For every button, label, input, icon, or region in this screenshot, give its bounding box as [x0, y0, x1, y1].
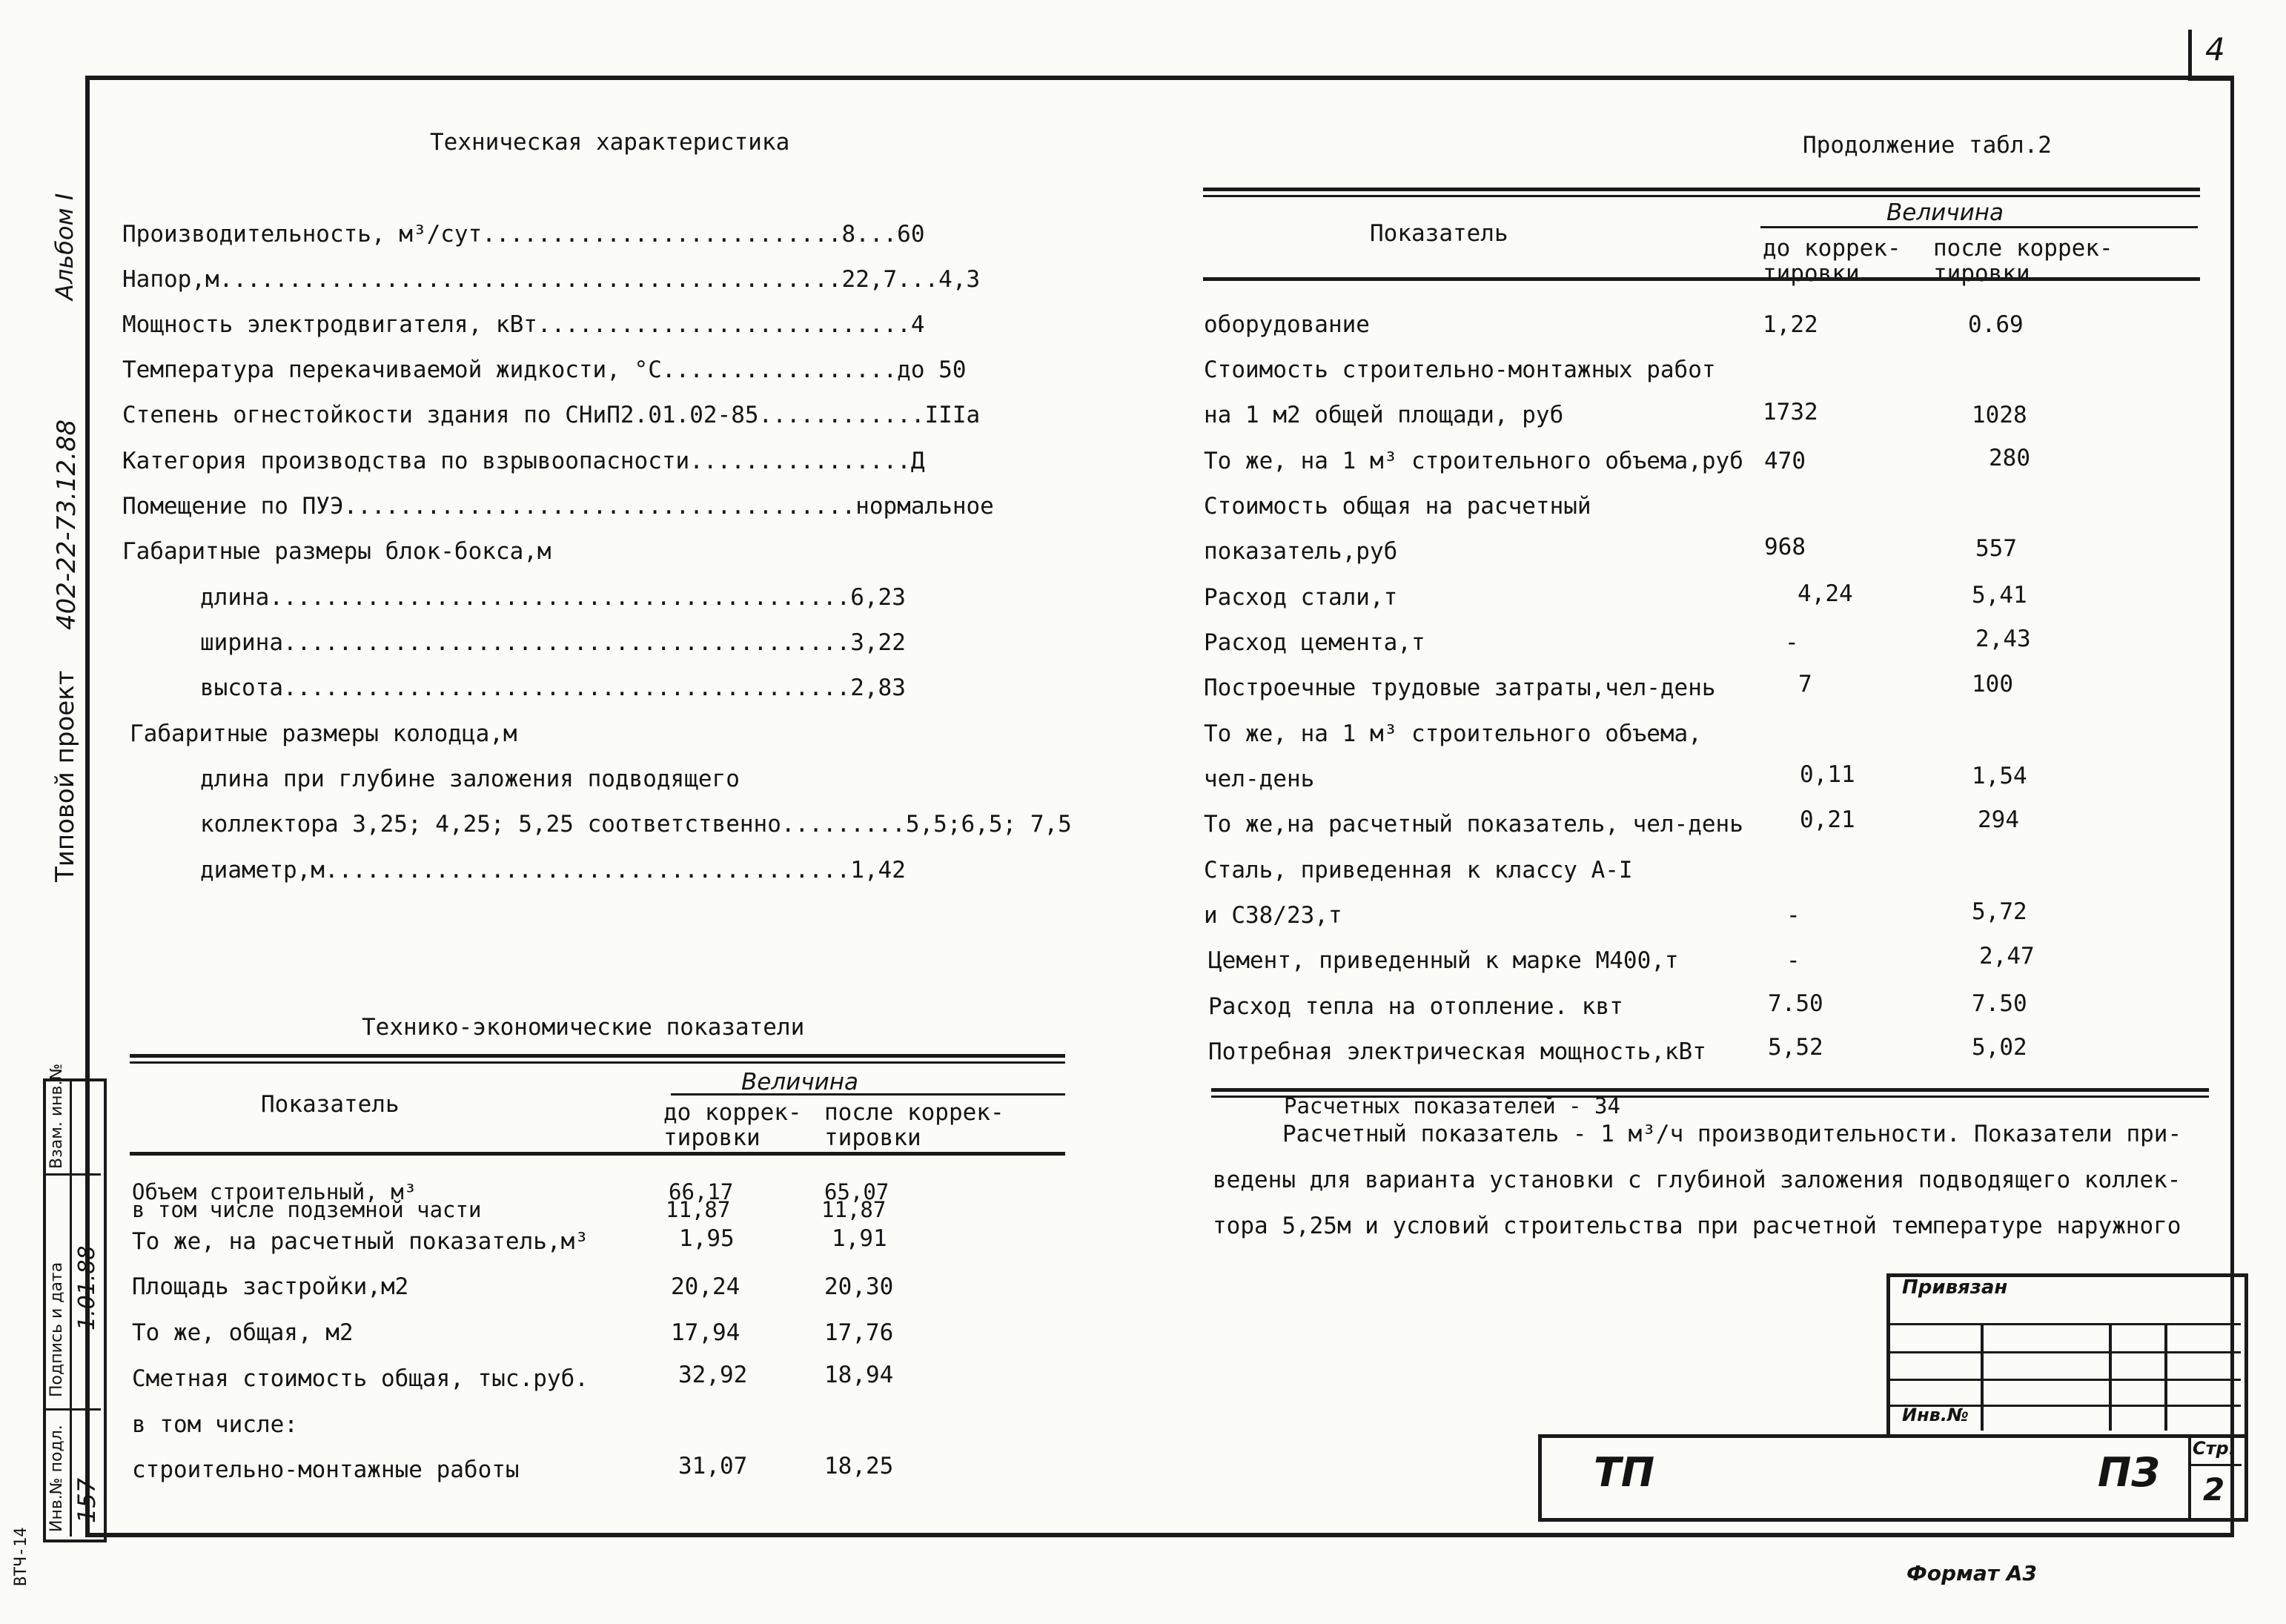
table-row: и С38/23,т: [1204, 902, 1342, 929]
table-row: Цемент, приведенный к марке М400,т: [1208, 947, 1679, 974]
tech-row: Габаритные размеры блок-бокса,м: [122, 538, 551, 565]
tech-row: ширина.........................................3,22: [200, 629, 906, 656]
archive-label-vzam: Взам. инв.№: [47, 1063, 66, 1169]
tep-before: 1,95: [679, 1225, 735, 1252]
cont-before: 968: [1764, 534, 1806, 560]
table-row: Стоимость общая на расчетный: [1204, 493, 1591, 520]
tech-row: Степень огнестойкости здания по СНиП2.01.02-85............IIIа: [122, 402, 981, 428]
tep-header-before: до коррек- тировки: [663, 1099, 802, 1151]
tep-before: 31,07: [678, 1453, 748, 1479]
cont-after: 7.50: [1972, 990, 2027, 1017]
attached-label: Привязан: [1902, 1276, 2008, 1299]
table-row: в том числе подземной части: [132, 1197, 482, 1222]
cont-after: 100: [1972, 671, 2013, 697]
table-row: Сталь, приведенная к классу А-I: [1204, 857, 1633, 884]
cont-header-indicator: Показатель: [1370, 220, 1508, 247]
title-block-divider: [2188, 1434, 2191, 1518]
table-row: Расход цемента,т: [1204, 629, 1425, 656]
cont-before: 5,52: [1768, 1034, 1823, 1061]
table-row: Построечные трудовые затраты,чел-день: [1204, 675, 1716, 701]
tep-after: 1,91: [832, 1225, 887, 1252]
tech-value: 2,83: [850, 675, 906, 701]
format-label: Формат А3: [1906, 1561, 2037, 1585]
table-row: на 1 м2 общей площади, руб: [1204, 402, 1564, 428]
table-row: показатель,руб: [1204, 538, 1398, 565]
tep-header-indicator: Показатель: [261, 1091, 400, 1118]
tep-after: 18,25: [824, 1453, 894, 1479]
cont-header-bottom-rule: [1203, 277, 2200, 281]
archive-ref: ВТЧ-14: [12, 1527, 30, 1586]
tep-title: Технико-экономические показатели: [362, 1014, 805, 1041]
table-row: строительно-монтажные работы: [132, 1456, 520, 1483]
cont-table-top-rule-2: [1203, 195, 2200, 197]
note-line: тора 5,25м и условий строительства при расчетной температуре наружного: [1213, 1213, 2181, 1239]
tech-row: высота.........................................2,83: [200, 675, 906, 701]
table-row: То же, на 1 м³ строительного объема,руб: [1204, 448, 1743, 474]
table-row: То же, на расчетный показатель,м³: [132, 1228, 589, 1255]
tech-row: Напор,м.............................................22,7...4,3: [122, 266, 981, 293]
tech-value: Д: [910, 448, 925, 474]
cont-before: 7: [1798, 671, 1812, 697]
sheet-label: Стр.: [2193, 1438, 2236, 1459]
cont-before: 7.50: [1768, 990, 1823, 1017]
tep-header-after: после коррек- тировки: [824, 1099, 1004, 1151]
table-row: Площадь застройки,м2: [132, 1273, 409, 1300]
cont-table-top-rule: [1203, 188, 2200, 191]
tech-row: коллектора 3,25; 4,25; 5,25 соответственно.........5,5;6,5; 7,5: [200, 811, 1072, 838]
tep-after: 18,94: [824, 1362, 894, 1388]
tech-row: Производительность, м³/сут..........................8...60: [122, 221, 925, 248]
tep-after: 20,30: [824, 1273, 894, 1300]
tech-row: Температура перекачиваемой жидкости, °С.................до 50: [122, 357, 967, 383]
cont-before: 1732: [1763, 399, 1818, 425]
cont-before: -: [1785, 629, 1799, 656]
cont-after: 5,02: [1972, 1034, 2027, 1061]
tech-row: Габаритные размеры колодца,м: [130, 720, 517, 747]
cont-after: 5,41: [1972, 582, 2027, 609]
tep-after: 65,07: [824, 1179, 889, 1204]
cont-header-before: до коррек- тировки: [1763, 235, 1901, 287]
tech-value: до 50: [897, 357, 967, 383]
cont-after: 2,43: [1975, 626, 2031, 652]
cont-before: -: [1786, 902, 1800, 929]
tep-after: 11,87: [821, 1197, 887, 1222]
cont-after: 0.69: [1968, 311, 2024, 338]
table-row: Стоимость строительно-монтажных работ: [1204, 357, 1716, 383]
tep-table-top-rule: [130, 1054, 1065, 1058]
project-code: 402-22-73.12.88: [52, 419, 82, 630]
tech-value: 4: [910, 311, 925, 338]
tech-title: Техническая характеристика: [430, 129, 790, 156]
tep-before: 17,94: [671, 1319, 741, 1346]
archive-label-inv: Инв.№ подл.: [47, 1425, 66, 1532]
cont-before: -: [1786, 947, 1800, 974]
cont-after: 294: [1978, 806, 2019, 833]
title-block-pz: ПЗ: [2098, 1449, 2160, 1496]
inv-label: Инв.№: [1902, 1405, 1969, 1425]
tep-after: 17,76: [824, 1319, 894, 1346]
tech-row: длина при глубине заложения подводящего: [200, 766, 740, 792]
tech-row: Категория производства по взрывоопасности................Д: [122, 448, 925, 474]
cont-before: 1,22: [1763, 311, 1818, 338]
cont-before: 4,24: [1798, 580, 1853, 607]
note-count: Расчетных показателей - 34: [1284, 1093, 1620, 1118]
tech-value: 22,7...4,3: [841, 266, 981, 293]
sheet-number: 2: [2203, 1471, 2225, 1508]
table-row: Расход стали,т: [1204, 584, 1398, 611]
tech-value: 5,5;6,5; 7,5: [905, 811, 1072, 838]
table-row: Объем строительный, м³: [132, 1179, 417, 1204]
cont-table-bottom-rule: [1211, 1088, 2209, 1092]
page-number: 4: [2205, 31, 2225, 67]
tech-row: диаметр,м......................................1,42: [200, 857, 906, 884]
tech-value: 8...60: [841, 221, 925, 248]
tep-header-bottom-rule: [130, 1152, 1065, 1156]
table-row: Сметная стоимость общая, тыс.руб.: [132, 1365, 589, 1392]
cont-after: 5,72: [1972, 898, 2027, 925]
tech-row: длина..........................................6,23: [200, 584, 906, 611]
table-row: Расход тепла на отопление. квт: [1208, 993, 1623, 1020]
note-line: ведены для варианта установки с глубиной заложения подводящего коллек-: [1213, 1167, 2181, 1193]
cont-header-group: Величина: [1886, 199, 2004, 226]
cont-after: 1,54: [1972, 763, 2027, 789]
table-row: То же, общая, м2: [132, 1319, 354, 1346]
cont-after: 557: [1975, 535, 2017, 562]
tech-value: 6,23: [850, 584, 906, 611]
archive-stamp-column: [43, 1063, 102, 1538]
archive-inv-number: 157: [73, 1477, 101, 1523]
table-row: Потребная электрическая мощность,кВт: [1208, 1038, 1706, 1065]
tech-row: Помещение по ПУЭ.....................................нормальное: [122, 493, 994, 520]
cont-header-after: после коррек- тировки: [1933, 235, 2113, 287]
tep-before: 66,17: [669, 1179, 734, 1204]
cont-before: 470: [1764, 448, 1806, 474]
archive-date: 1.01.88: [74, 1245, 100, 1330]
cont-after: 2,47: [1979, 943, 2035, 970]
tech-row: Мощность электродвигателя, кВт...........................4: [122, 311, 925, 338]
tep-before: 32,92: [678, 1362, 748, 1388]
cont-after: 1028: [1972, 402, 2027, 428]
tep-table-top-rule-2: [130, 1061, 1065, 1064]
table-row: То же, на 1 м³ строительного объема,: [1204, 720, 1702, 747]
tech-value: нормальное: [855, 493, 994, 520]
cont-title: Продолжение табл.2: [1803, 132, 2052, 159]
cont-before: 0,11: [1800, 761, 1855, 788]
cont-header-rule: [1760, 226, 2198, 228]
tech-value: IIIа: [924, 402, 981, 428]
tep-before: 20,24: [671, 1273, 741, 1300]
tep-before: 11,87: [666, 1197, 731, 1222]
tech-value: 1,42: [850, 857, 906, 884]
title-block-tp: ТП: [1594, 1449, 1655, 1496]
cont-before: 0,21: [1800, 806, 1855, 833]
album-label: Альбом I: [50, 193, 79, 300]
table-row: То же,на расчетный показатель, чел-день: [1204, 811, 1743, 838]
tep-header-group: Величина: [741, 1069, 859, 1096]
project-label: Типовой проект: [50, 670, 80, 882]
note-line: Расчетный показатель - 1 м³/ч производительности. Показатели при-: [1282, 1121, 2182, 1147]
table-row: в том числе:: [132, 1411, 298, 1438]
tech-value: 3,22: [850, 629, 906, 656]
table-row: оборудование: [1204, 311, 1370, 338]
archive-label-sign: Подпись и дата: [47, 1262, 66, 1397]
table-row: чел-день: [1204, 766, 1315, 792]
cont-after: 280: [1989, 445, 2030, 471]
tep-header-rule: [671, 1093, 1065, 1096]
